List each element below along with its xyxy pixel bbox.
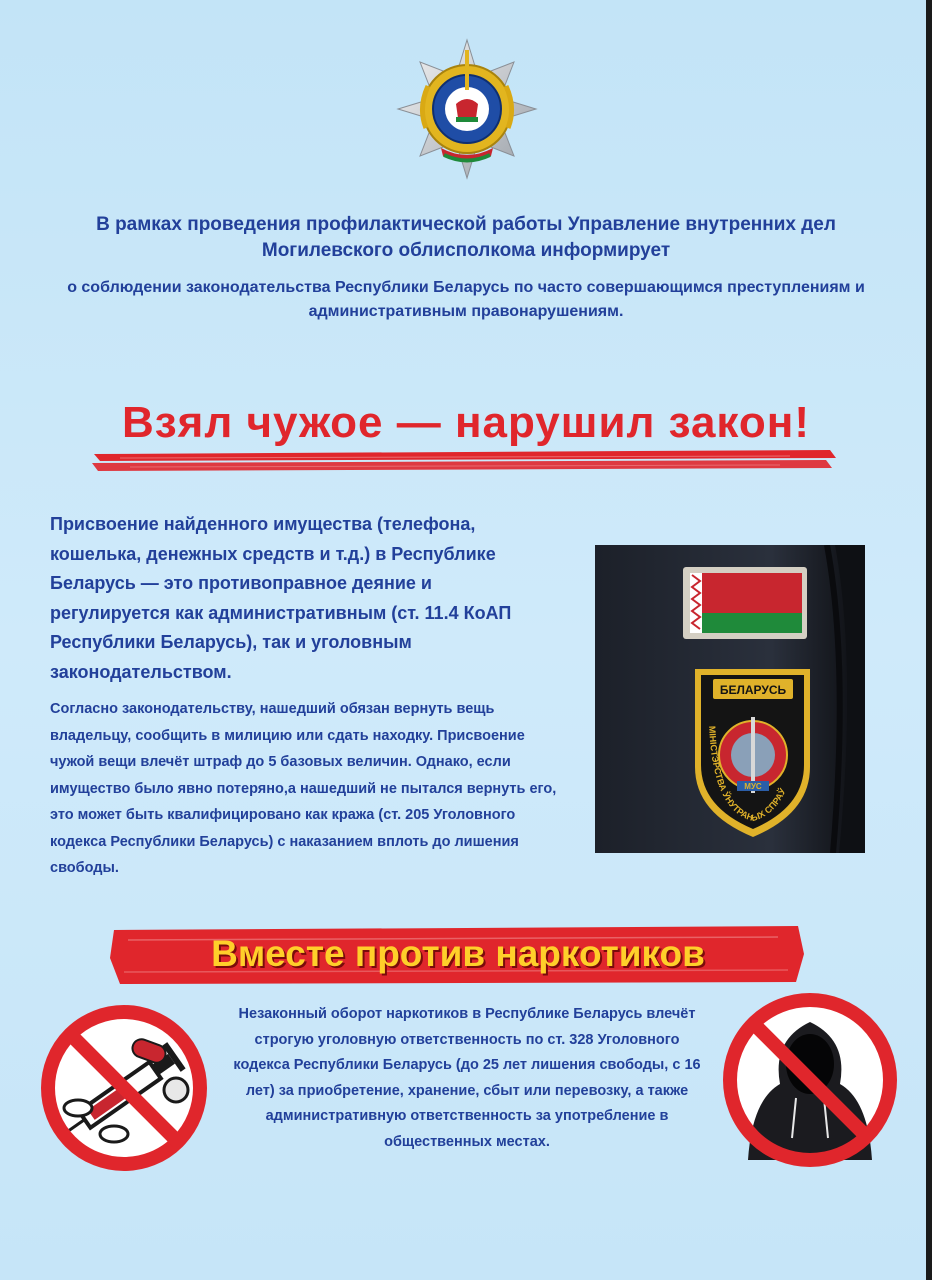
police-emblem-icon [396,38,538,180]
intro-heading: В рамках проведения профилактической работы Управление внутренних дел Могилевского облисполкома информирует [96,214,836,261]
intro-subheading: о соблюдении законодательства Республики Беларусь по часто совершающимся преступлениям и административным правонарушениям. [67,279,865,320]
patch-center-label: МУС [744,782,762,791]
belarus-flag-patch [683,567,807,639]
no-criminal-sign-icon [718,988,902,1172]
patch-arc-label: МІНІСТЭРСТВА ЎНУТРАНЫХ СПРАЎ [707,725,788,824]
police-sleeve-photo [595,545,865,853]
headline-drugs: Вместе против наркотиков [211,933,705,974]
no-drugs-sign-icon [36,1000,212,1176]
patch-top-label: БЕЛАРУСЬ [719,683,787,697]
headline-theft: Взял чужое — нарушил закон! [122,398,810,447]
drugs-paragraph: Незаконный оборот наркотиков в Республике Беларусь влечёт строгую уголовную ответственность по ст. 328 Уголовного кодекса Республики Беларусь (до 25 лет лишения свободы, с 16 лет) за приобретение, хранение, сбыт или перевозку, а также административную ответственность за употребление в общественных местах. [233,1006,701,1150]
theft-details-paragraph: Согласно законодательству, нашедший обязан вернуть вещь владельцу, сообщить в милицию или сдать находку. Присвоение чужой вещи влечёт штраф до 5 базовых величин. Однако, если имущество было явно потеряно,а нашедший не пытался вернуть его, это может быть квалифицировано как кража (ст. 205 Уголовного кодекса Республики Беларусь) с наказанием вплоть до лишения свободы. [50,701,557,876]
page-edge [926,0,932,1280]
theft-main-paragraph: Присвоение найденного имущества (телефона, кошелька, денежных средств и т.д.) в Республике Беларусь — это противоправное деяние и регулируется как административным (ст. 11.4 КоАП Республики Беларусь), так и уголовным законодательством. [50,514,512,682]
